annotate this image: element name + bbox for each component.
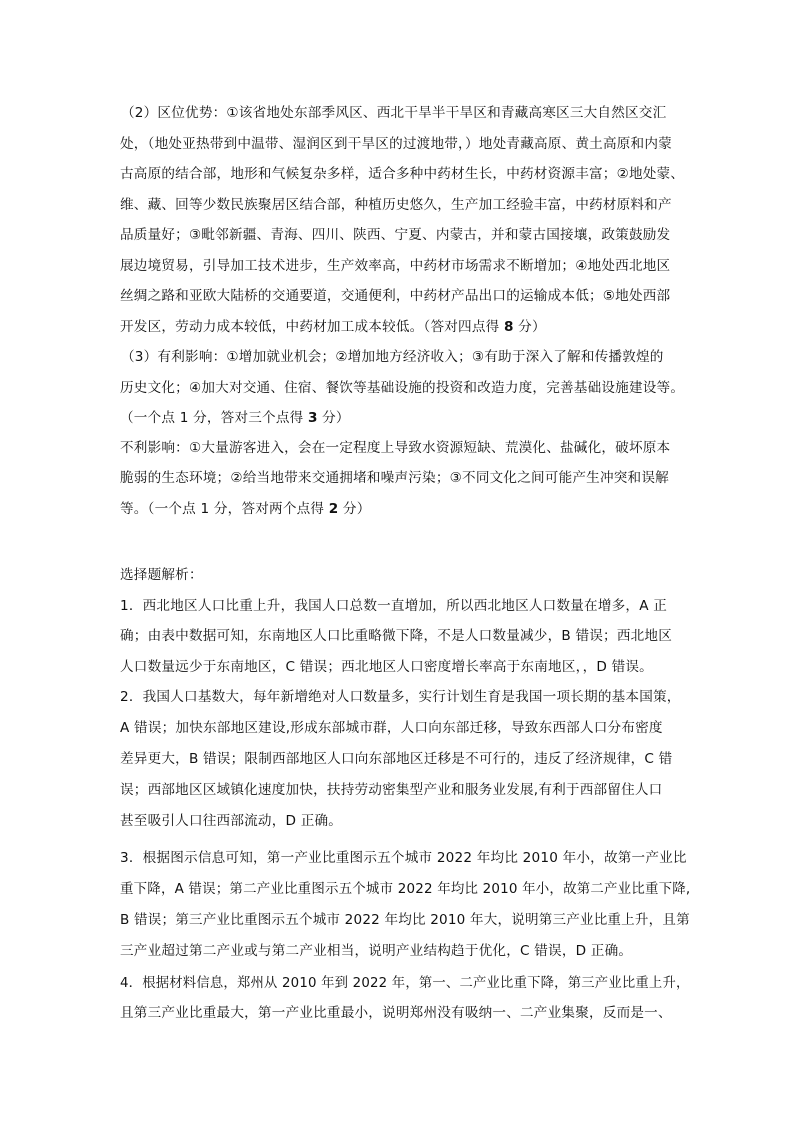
q2-line: 品质量好；③毗邻新疆、青海、四川、陕西、宁夏、内蒙古，并和蒙古国接壤，政策鼓励发 xyxy=(120,227,671,243)
q2-line: 丝绸之路和亚欧大陆桥的交通要道，交通便利，中药材产品出口的运输成本低；⑤地处西部 xyxy=(120,288,671,304)
q2-line: （2）区位优势：①该省地处东部季风区、西北干旱半干旱区和青藏高寒区三大自然区交汇 xyxy=(121,105,667,121)
analysis-line: A 错误；加快东部地区建设,形成东部城市群，人口向东部迁移，导致东西部人口分布密度 xyxy=(120,720,663,736)
q2-line: 展边境贸易，引导加工技术进步，生产效率高，中药材市场需求不断增加；④地处西北地区 xyxy=(120,258,671,274)
analysis-line: 重下降，A 错误；第二产业比重图示五个城市 2022 年均比 2010 年小，故第二产业比重下降, xyxy=(120,881,691,897)
analysis-line: 确；由表中数据可知，东南地区人口比重略微下降，不是人口数量减少，B 错误；西北地区 xyxy=(120,628,672,644)
analysis-line: 1．西北地区人口比重上升，我国人口总数一直增加，所以西北地区人口数量在增多，A 正 xyxy=(120,598,668,614)
q3-line: （3）有利影响：①增加就业机会；②增加地方经济收入；③有助于深入了解和传播敦煌的 xyxy=(121,349,664,365)
q3-line: （一个点 1 分，答对三个点得 3 分） xyxy=(120,410,350,426)
analysis-line: 甚至吸引人口往西部流动，D 正确。 xyxy=(120,813,343,829)
q2-line: 古高原的结合部，地形和气候复杂多样，适合多种中药材生长，中药材资源丰富；②地处蒙、 xyxy=(120,166,685,182)
q3-line: 不利影响：①大量游客进入，会在一定程度上导致水资源短缺、荒漠化、盐碱化，破坏原本 xyxy=(120,440,671,456)
analysis-line: 人口数量远少于东南地区，C 错误；西北地区人口密度增长率高于东南地区，，D 错误。 xyxy=(120,659,653,675)
analysis-line: 三产业超过第二产业或与第二产业相当，说明产业结构趋于优化，C 错误，D 正确。 xyxy=(120,943,633,959)
analysis-line: 误；西部地区区域镇化速度加快，扶持劳动密集型产业和服务业发展,有利于西部留住人口 xyxy=(120,782,663,798)
analysis-line: 4．根据材料信息，郑州从 2010 年到 2022 年，第一、二产业比重下降，第三产业比重上升， xyxy=(120,975,690,991)
analysis-heading: 选择题解析： xyxy=(120,567,203,583)
analysis-line: 差异更大，B 错误；限制西部地区人口向东部地区迁移是不可行的，违反了经济规律，C 错 xyxy=(120,751,673,767)
analysis-line: B 错误；第三产业比重图示五个城市 2022 年均比 2010 年大，说明第三产业比重上升，且第 xyxy=(120,912,690,928)
q2-line: 处，（地处亚热带到中温带、湿润区到干旱区的过渡地带，）地处青藏高原、黄土高原和内蒙 xyxy=(120,136,672,152)
q3-line: 历史文化；④加大对交通、住宿、餐饮等基础设施的投资和改造力度，完善基础设施建设等。 xyxy=(120,380,685,396)
q2-line: 维、藏、回等少数民族聚居区结合部，种植历史悠久，生产加工经验丰富，中药材原料和产 xyxy=(120,197,672,213)
q3-line: 等。（一个点 1 分，答对两个点得 2 分） xyxy=(120,501,371,517)
analysis-line: 且第三产业比重最大，第一产业比重最小，说明郑州没有吸纳一、二产业集聚，反而是一、 xyxy=(120,1005,672,1021)
analysis-line: 3．根据图示信息可知，第一产业比重图示五个城市 2022 年均比 2010 年小，故第一产业比 xyxy=(120,850,687,866)
q2-line: 开发区，劳动力成本较低，中药材加工成本较低。（答对四点得 8 分） xyxy=(120,319,546,335)
q3-line: 脆弱的生态环境；②给当地带来交通拥堵和噪声污染；③不同文化之间可能产生冲突和误解 xyxy=(120,470,669,486)
analysis-line: 2．我国人口基数大，每年新增绝对人口数量多，实行计划生育是我国一项长期的基本国策， xyxy=(120,689,681,705)
